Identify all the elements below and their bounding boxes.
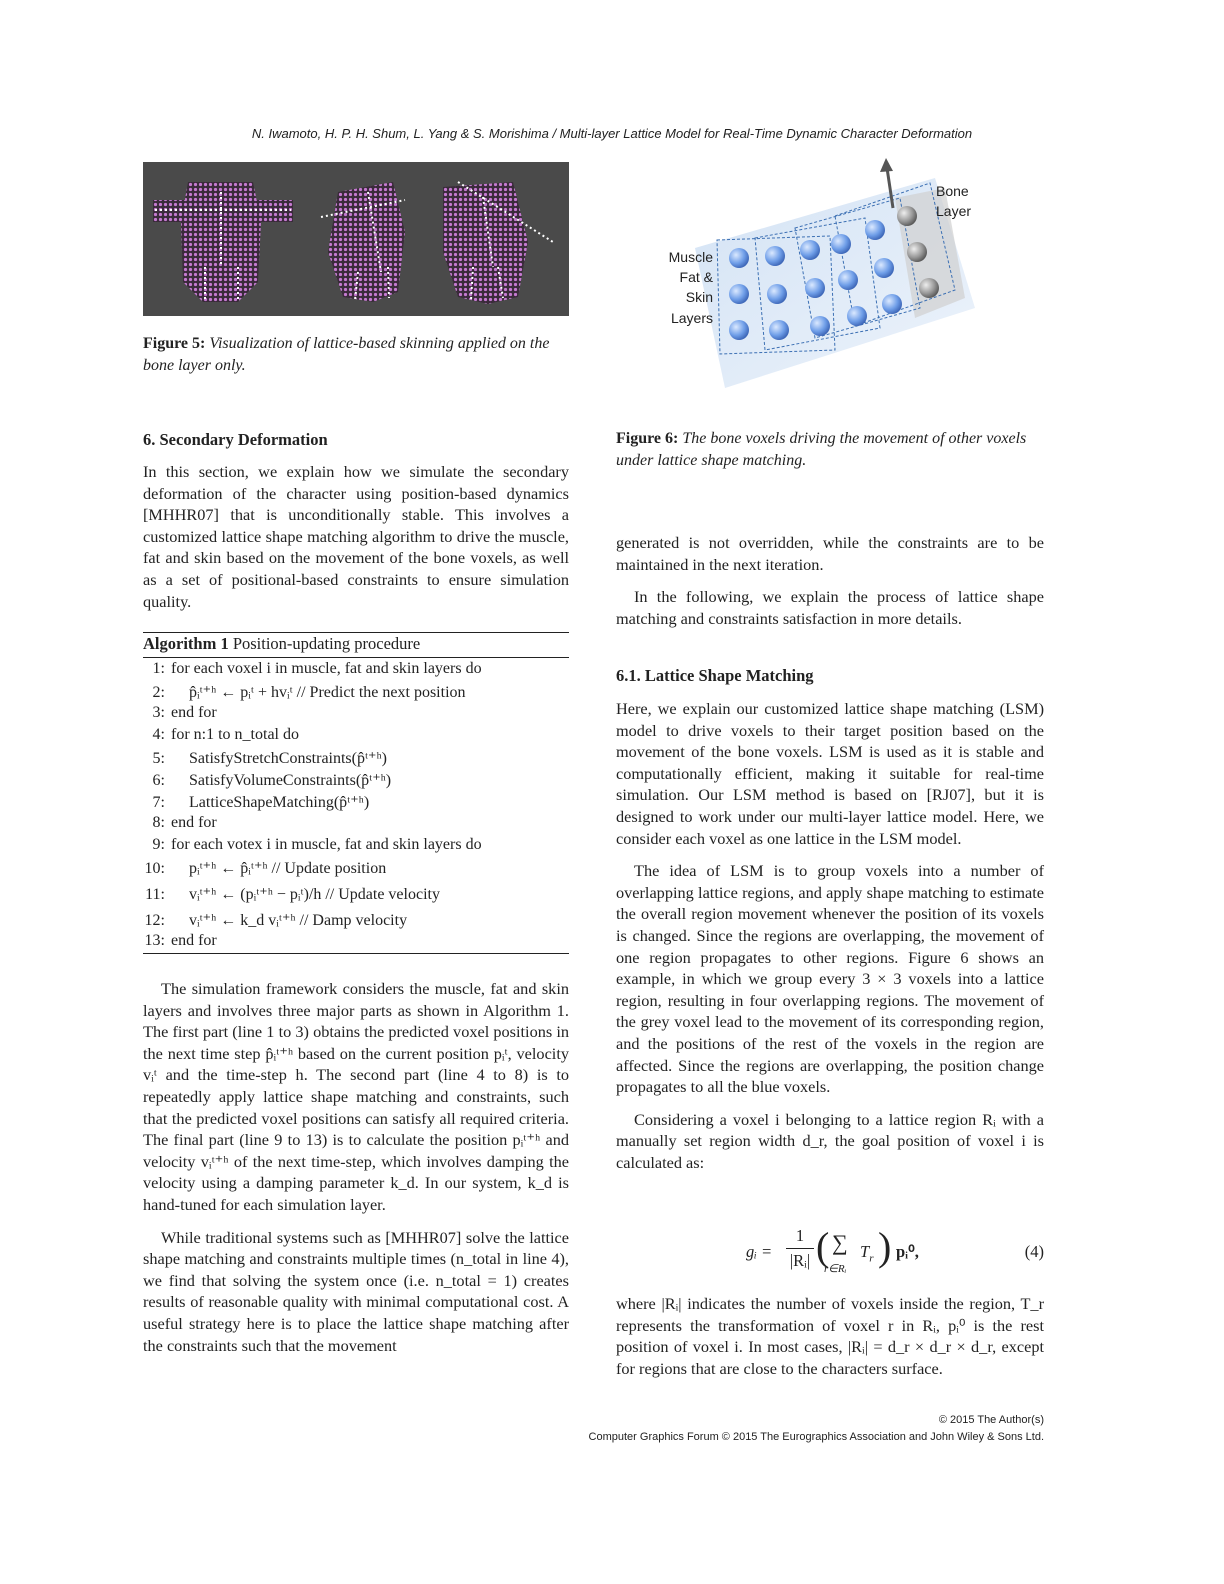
- right-paragraph-4: The idea of LSM is to group voxels into a number of overlapping lattice regions, and apply shape matching to estimate the overall region movement whenever the position of its voxels is changed. Since the regions are overlapping, the movement of one region propagates to other regions. Figure 6 shows an example, in which we group every 3 × 3 voxels into a lattice region, resulting in four overlapping regions. The movement of the grey voxel lead to the movement of its corresponding region, and the positions of the rest of the voxels in the region are affected. Since the regions are overlapping, the position change propagates to all the blue voxels.: [616, 861, 1044, 1097]
- algorithm-line: 12: vᵢᵗ⁺ʰ ← k_d vᵢᵗ⁺ʰ // Damp velocity: [144, 912, 408, 929]
- figure-bent: [321, 182, 405, 302]
- bone-label-2: Layer: [936, 203, 972, 219]
- right-paragraph-5: Considering a voxel i belonging to a lattice region Rᵢ with a manually set region width d_r, the goal position of voxel i is calculated as:: [616, 1109, 1044, 1172]
- figure-twist: [443, 182, 553, 304]
- algorithm-rule-mid: [143, 657, 569, 658]
- right-paragraph-3: Here, we explain our customized lattice shape matching (LSM) model to drive voxels to their target position based on the movement of the bone voxels. LSM is used as it is stable and computationally efficient, making it suitable for real-time simulation. Our LSM method is based on [RJ07], but it is designed to work under our multi-layer lattice model. Here, we consider each voxel as one lattice in the LSM model.: [616, 699, 1044, 848]
- algorithm-line: 5: SatisfyStretchConstraints(p̂ᵗ⁺ʰ): [152, 750, 387, 767]
- right-paragraph-1: generated is not overridden, while the constraints are to be maintained in the next iteration.: [616, 533, 1044, 574]
- section-6-paragraph-2: The simulation framework considers the muscle, fat and skin layers and involves three major parts as shown in Algorithm 1. The first part (line 1 to 3) obtains the predicted voxel positions in the next time step p̂ᵢᵗ⁺ʰ based on the current position pᵢᵗ, velocity vᵢᵗ and the time-step h. The second part (line 4 to 8) is to repeatedly apply lattice shape matching and constraints, such that the predicted voxel positions can satisfy all required criteria. The final part (line 9 to 13) is to calculate the position pᵢᵗ⁺ʰ and velocity vᵢᵗ⁺ʰ of the next time-step, which involves damping the velocity using a damping parameter k_d. In our system, k_d is hand-tuned for each simulation layer.: [143, 979, 569, 1214]
- section-6-paragraph-3: While traditional systems such as [MHHR07] solve the lattice shape matching and constraints multiple times (n_total in line 4), we find that solving the system once (i.e. n_total = 1) creates results of reasonable quality with minimal computational cost. A useful strategy here is to place the lattice shape matching after the constraints such that the movement: [143, 1227, 569, 1355]
- layer-label-1: Muscle: [668, 249, 713, 265]
- algorithm-line: 1: for each voxel i in muscle, fat and skin layers do: [152, 660, 482, 677]
- algorithm-line: 2: p̂ᵢᵗ⁺ʰ ← pᵢᵗ + hvᵢᵗ // Predict the next position: [152, 684, 466, 701]
- algorithm-line: 11: vᵢᵗ⁺ʰ ← (pᵢᵗ⁺ʰ − pᵢᵗ)/h // Update velocity: [145, 886, 440, 903]
- algorithm-line: 7: LatticeShapeMatching(p̂ᵗ⁺ʰ): [152, 794, 370, 811]
- figure-6-svg: [655, 158, 1015, 398]
- right-paragraph-2: In the following, we explain the process of lattice shape matching and constraints satisfaction in more details.: [616, 587, 1044, 628]
- equation-sum-sub: r∈Rᵢ: [824, 1263, 847, 1275]
- figure-tpose: [153, 182, 293, 302]
- footer-copyright-author: © 2015 The Author(s): [938, 1414, 1044, 1426]
- equation-rhs: pᵢ⁰,: [896, 1242, 919, 1261]
- bone-arrow-head: [880, 158, 893, 172]
- right-paragraph-6: where |Rᵢ| indicates the number of voxels inside the region, T_r represents the transformation of voxel r in Rᵢ, pᵢ⁰ is the rest position of voxel i. In most cases, |Rᵢ| = d_r × d_r × d_r, except for regions that are close to the characters surface.: [616, 1294, 1044, 1378]
- algorithm-rule-bottom: [143, 953, 569, 954]
- figure-6-caption: [616, 428, 1044, 472]
- section-6-intro: [143, 461, 569, 612]
- equation-paren-left: (: [816, 1224, 830, 1269]
- section-6-1-title: 6.1. Lattice Shape Matching: [616, 666, 814, 685]
- algorithm-title-bold: Algorithm 1: [143, 634, 229, 653]
- algorithm-title: [143, 634, 420, 654]
- algorithm-title-text: Position-updating procedure: [232, 634, 421, 653]
- figure-6-diagram: [655, 158, 1015, 398]
- section-6-title: 6. Secondary Deformation: [143, 430, 328, 449]
- layer-label-3: Skin: [685, 289, 713, 305]
- figure-5-text: Visualization of lattice-based skinning applied on the bone layer only.: [143, 335, 550, 374]
- algorithm-line: 13: end for: [144, 932, 217, 949]
- algorithm-line: 10: pᵢᵗ⁺ʰ ← p̂ᵢᵗ⁺ʰ // Update position: [144, 860, 387, 877]
- equation-number: (4): [1024, 1242, 1044, 1261]
- algorithm-line: 8: end for: [152, 814, 217, 831]
- layer-label-2: Fat &: [679, 269, 713, 285]
- right-column-body: [616, 698, 1044, 1173]
- figure-5-image: [143, 162, 569, 316]
- section-6-paragraph-1: In this section, we explain how we simulate the secondary deformation of the character using position-based dynamics [MHHR07] that is unconditionally stable. This involves a customized lattice shape matching algorithm to drive the muscle, fat and skin based on the movement of the bone voxels, as well as a set of positional-based constraints to ensure simulation quality.: [143, 462, 569, 611]
- bone-label-1: Bone: [936, 183, 969, 199]
- algorithm-line: 4: for n:1 to n_total do: [152, 726, 299, 743]
- algorithm-line: 6: SatisfyVolumeConstraints(p̂ᵗ⁺ʰ): [152, 772, 392, 789]
- algorithm-rule-top: [143, 632, 569, 633]
- left-column-body: [143, 978, 569, 1356]
- right-column-end: [616, 1293, 1044, 1379]
- equation-lhs: gᵢ =: [746, 1242, 773, 1261]
- equation-paren-right: ): [878, 1224, 892, 1269]
- algorithm-line: 9: for each votex i in muscle, fat and skin layers do: [152, 836, 482, 853]
- figure-6-text: The bone voxels driving the movement of other voxels under lattice shape matching.: [616, 430, 1027, 469]
- equation-4: [616, 1226, 1044, 1282]
- right-column-top: [616, 532, 1044, 629]
- footer-copyright-journal: Computer Graphics Forum © 2015 The Eurographics Association and John Wiley & Sons Ltd.: [588, 1431, 1044, 1443]
- equation-fraction-den: |Rᵢ|: [786, 1248, 814, 1271]
- equation-sum: ∑: [832, 1230, 848, 1255]
- equation-fraction: [786, 1226, 814, 1271]
- algorithm-line: 3: end for: [152, 704, 217, 721]
- figure-6-label: Figure 6:: [616, 430, 679, 447]
- equation-term: $T_r$: [860, 1242, 874, 1265]
- layer-label-4: Layers: [670, 310, 713, 326]
- running-header: N. Iwamoto, H. P. H. Shum, L. Yang & S. Morishima / Multi-layer Lattice Model for Real-Time Dynamic Character Deformation: [251, 126, 973, 141]
- figure-5-label: Figure 5:: [143, 335, 206, 352]
- figure-5-caption: [143, 333, 569, 377]
- equation-fraction-num: 1: [795, 1226, 805, 1245]
- figure-5-svg: [143, 162, 569, 316]
